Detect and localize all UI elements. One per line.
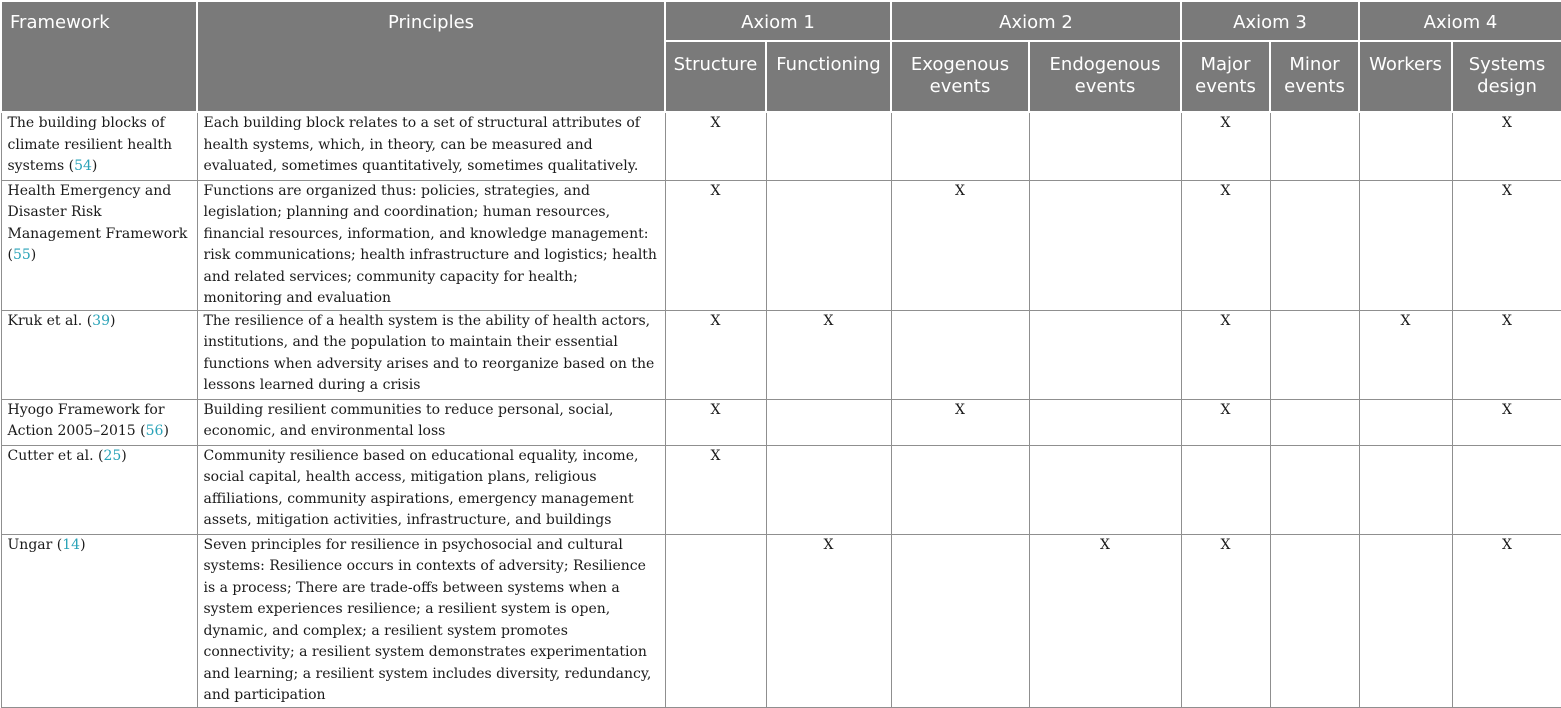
mark-functioning bbox=[766, 399, 891, 445]
framework-cell: Cutter et al. (25) bbox=[1, 445, 197, 534]
mark-major: X bbox=[1181, 399, 1270, 445]
mark-major: X bbox=[1181, 310, 1270, 399]
mark-minor bbox=[1270, 534, 1359, 707]
framework-cell: Health Emergency and Disaster Risk Management Framework (55) bbox=[1, 180, 197, 310]
mark-major: X bbox=[1181, 534, 1270, 707]
mark-minor bbox=[1270, 180, 1359, 310]
principles-cell: Functions are organized thus: policies, strategies, and legislation; planning and coordination; human resources, financial resources, information, and knowledge management: risk communications; health infrastructure and logistics; health and related services; community capacity for health; monitoring and evaluation bbox=[197, 180, 665, 310]
principles-cell: Building resilient communities to reduce personal, social, economic, and environmental loss bbox=[197, 399, 665, 445]
header-systems-design: Systems design bbox=[1452, 41, 1561, 112]
header-axiom-2: Axiom 2 bbox=[891, 1, 1181, 41]
mark-workers bbox=[1359, 180, 1452, 310]
mark-minor bbox=[1270, 399, 1359, 445]
mark-structure: X bbox=[665, 399, 766, 445]
framework-cell: The building blocks of climate resilient health systems (54) bbox=[1, 112, 197, 180]
mark-workers bbox=[1359, 445, 1452, 534]
mark-endogenous: X bbox=[1029, 534, 1181, 707]
header-minor-events: Minor events bbox=[1270, 41, 1359, 112]
table-row bbox=[1, 112, 1561, 180]
mark-endogenous bbox=[1029, 399, 1181, 445]
table-row bbox=[1, 445, 1561, 534]
header-row-groups bbox=[1, 1, 1561, 41]
mark-functioning bbox=[766, 180, 891, 310]
mark-exogenous bbox=[891, 534, 1029, 707]
mark-structure: X bbox=[665, 112, 766, 180]
mark-systems-design: X bbox=[1452, 180, 1561, 310]
mark-structure: X bbox=[665, 310, 766, 399]
mark-functioning: X bbox=[766, 310, 891, 399]
mark-structure: X bbox=[665, 445, 766, 534]
reference-link[interactable]: 25 bbox=[103, 447, 122, 464]
mark-major: X bbox=[1181, 180, 1270, 310]
mark-systems-design: X bbox=[1452, 534, 1561, 707]
mark-exogenous bbox=[891, 445, 1029, 534]
mark-major: X bbox=[1181, 112, 1270, 180]
framework-cell: Ungar (14) bbox=[1, 534, 197, 707]
header-exogenous-events: Exogenous events bbox=[891, 41, 1029, 112]
table-row bbox=[1, 534, 1561, 707]
mark-exogenous: X bbox=[891, 399, 1029, 445]
mark-workers bbox=[1359, 534, 1452, 707]
header-axiom-1: Axiom 1 bbox=[665, 1, 891, 41]
mark-functioning: X bbox=[766, 534, 891, 707]
mark-minor bbox=[1270, 445, 1359, 534]
header-workers: Workers bbox=[1359, 41, 1452, 112]
header-functioning: Functioning bbox=[766, 41, 891, 112]
mark-systems-design bbox=[1452, 445, 1561, 534]
mark-workers bbox=[1359, 399, 1452, 445]
mark-functioning bbox=[766, 445, 891, 534]
header-endogenous-events: Endogenous events bbox=[1029, 41, 1181, 112]
principles-cell: The resilience of a health system is the ability of health actors, institutions, and the population to maintain their essential functions when adversity arises and to reorganize based on the lessons learned during a crisis bbox=[197, 310, 665, 399]
principles-cell: Community resilience based on educational equality, income, social capital, health access, mitigation plans, religious affiliations, community aspirations, emergency management assets, mitigation activities, infrastructure, and buildings bbox=[197, 445, 665, 534]
mark-structure bbox=[665, 534, 766, 707]
mark-minor bbox=[1270, 310, 1359, 399]
mark-exogenous: X bbox=[891, 180, 1029, 310]
mark-workers bbox=[1359, 112, 1452, 180]
mark-exogenous bbox=[891, 112, 1029, 180]
reference-link[interactable]: 56 bbox=[145, 423, 164, 439]
mark-endogenous bbox=[1029, 310, 1181, 399]
header-framework: Framework bbox=[1, 1, 197, 112]
mark-endogenous bbox=[1029, 445, 1181, 534]
mark-structure: X bbox=[665, 180, 766, 310]
reference-link[interactable]: 55 bbox=[12, 247, 31, 263]
mark-functioning bbox=[766, 112, 891, 180]
mark-major bbox=[1181, 445, 1270, 534]
table-row bbox=[1, 180, 1561, 310]
header-principles: Principles bbox=[197, 1, 665, 112]
header-major-events: Major events bbox=[1181, 41, 1270, 112]
header-structure: Structure bbox=[665, 41, 766, 112]
framework-cell: Kruk et al. (39) bbox=[1, 310, 197, 399]
table-row bbox=[1, 399, 1561, 445]
mark-systems-design: X bbox=[1452, 310, 1561, 399]
reference-link[interactable]: 39 bbox=[92, 312, 110, 329]
mark-systems-design: X bbox=[1452, 112, 1561, 180]
reference-link[interactable]: 14 bbox=[62, 536, 81, 553]
principles-cell: Seven principles for resilience in psychosocial and cultural systems: Resilience occurs in contexts of adversity; Resilience is a process; There are trade-offs between systems when a system experiences resilience; a resilient system is open, dynamic, and complex; a resilient system promotes connectivity; a resilient system demonstrates experimentation and learning; a resilient system includes diversity, redundancy, and participation bbox=[197, 534, 665, 707]
header-axiom-3: Axiom 3 bbox=[1181, 1, 1359, 41]
principles-cell: Each building block relates to a set of structural attributes of health systems, which, in theory, can be measured and evaluated, sometimes quantitatively, sometimes qualitatively. bbox=[197, 112, 665, 180]
mark-endogenous bbox=[1029, 180, 1181, 310]
header-axiom-4: Axiom 4 bbox=[1359, 1, 1561, 41]
mark-endogenous bbox=[1029, 112, 1181, 180]
table-row bbox=[1, 310, 1561, 399]
mark-systems-design: X bbox=[1452, 399, 1561, 445]
mark-workers: X bbox=[1359, 310, 1452, 399]
reference-link[interactable]: 54 bbox=[74, 158, 92, 174]
mark-minor bbox=[1270, 112, 1359, 180]
framework-cell: Hyogo Framework for Action 2005–2015 (56) bbox=[1, 399, 197, 445]
mark-exogenous bbox=[891, 310, 1029, 399]
